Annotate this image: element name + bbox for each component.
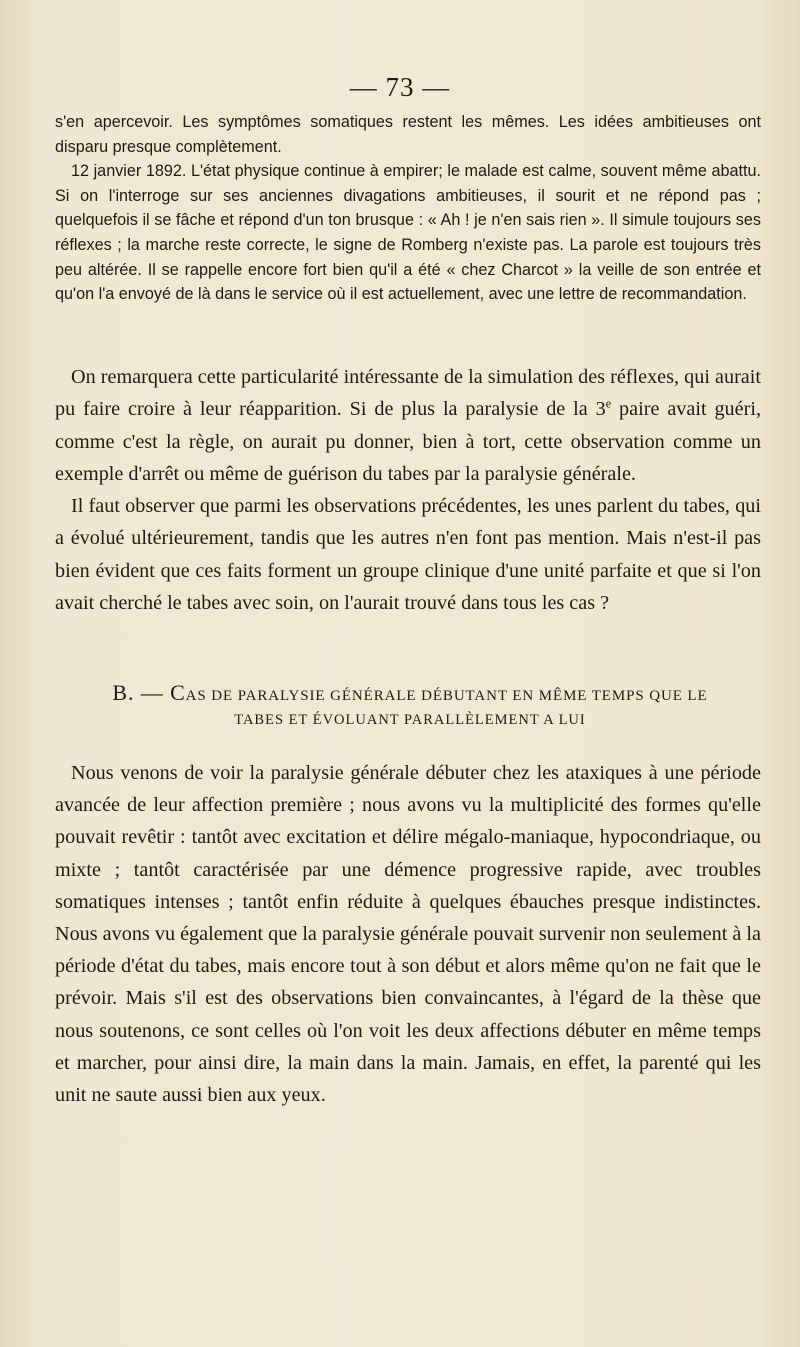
page-number: — 73 —: [349, 72, 451, 102]
section-heading: [60, 680, 760, 729]
paragraph-continuation: s'en apercevoir. Les symptômes somatiques restent les mêmes. Les idées ambitieuses ont disparu presque complètement.: [55, 113, 761, 156]
paragraph-final: Nous venons de voir la paralysie générale débuter chez les ataxiques à une période avancée de leur affection première ; nous avons vu la multiplicité des formes qu'elle pouvait revêtir : tantôt avec excitation et délire mégalo-maniaque, hypocondriaque, ou mixte ; tantôt caractérisée par une démence progressive rapide, avec troubles somatiques intenses ; tantôt enfin réduite à quelques ébauches presque indistinctes. Nous avons vu également que la paralysie générale pouvait survenir non seulement à la période d'état du tabes, mais encore tout à son début et alors même qu'on ne fait que le prévoir. Mais s'il est des observations bien convaincantes, à l'égard de la thèse que nous soutenons, ce sont celles où l'on voit les deux affections débuter en même temps et marcher, pour ainsi dire, la main dans la main. Jamais, en effet, la parenté qui les unit ne saute aussi bien aux yeux.: [55, 762, 761, 1107]
section-heading-prefix: B. — C: [112, 680, 186, 705]
superscript-e: e: [605, 396, 612, 411]
paragraph-simulation-reflexes: [55, 361, 761, 490]
section-heading-line-1: [60, 680, 760, 706]
paragraph-observations: Il faut observer que parmi les observations précédentes, les unes parlent du tabes, qui a évolué ultérieurement, tandis que les autres n'en font pas mention. Mais n'est-il pas bien évident que ces faits forment un groupe clinique d'une unité parfaite et que si l'on avait cherché le tabes avec soin, on l'aurait trouvé dans tous les cas ?: [55, 495, 761, 615]
paragraph-text-start: On remarquera cette particularité intéressante de la simulation des réflexes, qui aurait pu faire croire à leur réapparition. Si de plus la paralysie de la 3: [55, 366, 761, 421]
paragraph-january-1892: 12 janvier 1892. L'état physique continue à empirer; le malade est calme, souvent même abattu. Si on l'interroge sur ses anciennes divagations ambitieuses, il sourit et ne répond pas ; quelquefois il se fâche et répond d'un ton brusque : « Ah ! je n'en sais rien ». Il simule toujours ses réflexes ; la marche reste correcte, le signe de Romberg n'existe pas. La parole est toujours très peu altérée. Il se rappelle encore fort bien qu'il a été « chez Charcot » la veille de son entrée et qu'on l'a envoyé de là dans le service où il est actuellement, avec une lettre de recommandation.: [55, 162, 761, 304]
observation-notes: [55, 110, 761, 307]
section-body: [55, 757, 761, 1111]
section-heading-line-2: TABES ET ÉVOLUANT PARALLÈLEMENT A LUI: [234, 712, 586, 728]
section-heading-rest: AS DE PARALYSIE GÉNÉRALE DÉBUTANT EN MÊME TEMPS QUE LE: [185, 688, 708, 704]
commentary: [55, 361, 761, 619]
paragraph-text-end: paire avait guéri, comme c'est la règle, on aurait pu donner, bien à tort, cette observation comme un exemple d'arrêt ou même de guérison du tabes par la paralysie générale.: [55, 398, 761, 485]
